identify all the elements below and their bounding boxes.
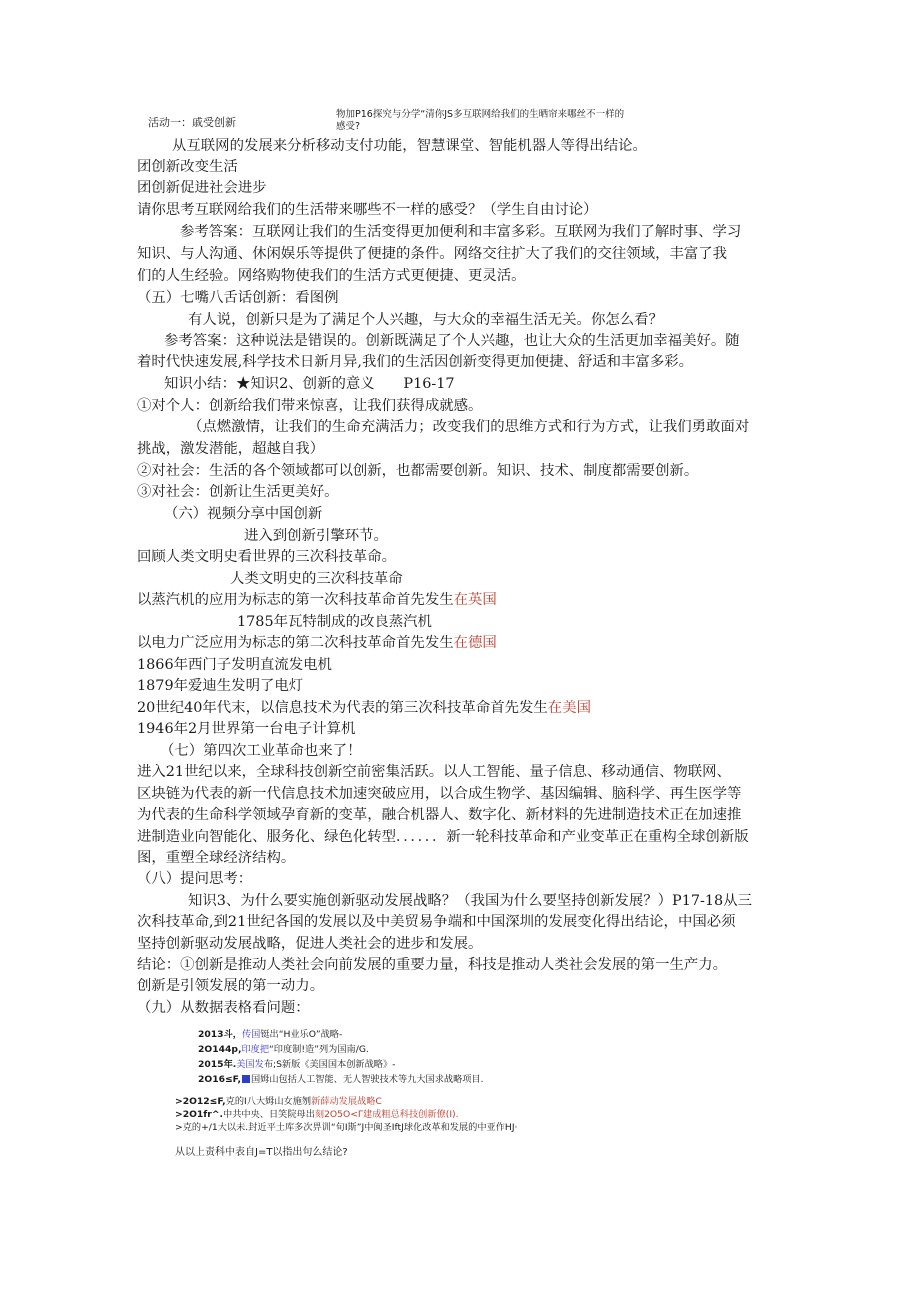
paragraph-line: 回顾人类文明史看世界的三次科技革命。 bbox=[137, 549, 397, 565]
revolution-line: 以电力广泛应用为标志的第二次科技革命首先发生在德国 bbox=[137, 635, 497, 651]
summary-heading: 知识小结：★知识2、创新的意义 P16-17 bbox=[164, 376, 455, 392]
answer-line: 参考答案：互联网让我们的生活变得更加便利和丰富多彩。互联网为我们了解时事、学习 bbox=[180, 224, 742, 240]
conclusion-line: 结论：①创新是推动人类社会向前发展的重要力量，科技是推动人类社会发展的第一生产力。 bbox=[137, 957, 728, 973]
section-heading: （五）七嘴八舌话创新：看图例 bbox=[137, 290, 339, 306]
paragraph-line: 1866年西门子发明直流发电机 bbox=[137, 657, 332, 673]
answer-line: 知识、与人沟通、休闲娱乐等提供了便捷的条件。网络交往扩大了我们的交往领域，丰富了我 bbox=[137, 246, 728, 262]
paragraph-line: 次科技革命,到21世纪各国的发展以及中美贸易争端和中国深圳的发展变化得出结论，中国必须 bbox=[137, 914, 736, 930]
blue-square-icon bbox=[242, 1075, 250, 1083]
table-row: 2O16≤F, 国姆山包括人工智能、无人智驶技术等九大国求战略项目. bbox=[198, 1074, 484, 1085]
paragraph-line: 进制造业向智能化、服务化、绿色化转型．．．．．．新一轮科技革命和产业变革正在重构全球创新版 bbox=[137, 829, 749, 845]
conclusion-line: 创新是引领发展的第一动力。 bbox=[137, 978, 325, 994]
summary-point: 挑战，激发潜能，超越自我） bbox=[137, 441, 325, 457]
activity-heading: 活动一：戚受创新 bbox=[148, 116, 236, 129]
table-row: >2O1fr^.中共中央、日笑院母出刻2O5O<Γ建成粗总科技创新僚(I). bbox=[175, 1109, 459, 1120]
paragraph-line: 1879年爱迪生发明了电灯 bbox=[137, 678, 304, 694]
paragraph-line: 团创新促进社会进步 bbox=[137, 180, 267, 196]
country-highlight: 在德国 bbox=[453, 635, 497, 651]
summary-point: ③对社会：创新让生活更美好。 bbox=[137, 484, 339, 500]
answer-line: 参考答案：这种说法是错误的。创新既满足了个人兴趣，也让大众的生活更加幸福美好。随 bbox=[164, 333, 740, 349]
summary-point: （点燃激情，让我们的生命充满活力；改变我们的思维方式和行为方式，让我们勇敢面对 bbox=[188, 419, 750, 435]
paragraph-line: 坚持创新驱动发展战略，促进人类社会的进步和发展。 bbox=[137, 936, 483, 952]
revolution-line: 20世纪40年代末，以信息技术为代表的第三次科技革命首先发生在美国 bbox=[137, 700, 591, 716]
paragraph-line: 图，重塑全球经济结构。 bbox=[137, 850, 296, 866]
table-row: 2O144p,印度把“印度制!造”列为国南/G. bbox=[198, 1044, 369, 1055]
revolution-line: 以蒸汽机的应用为标志的第一次科技革命首先发生在英国 bbox=[137, 592, 497, 608]
subheading: 人类文明史的三次科技革命 bbox=[230, 571, 403, 587]
question-line: 请你思考互联网给我们的生活带来哪些不一样的感受？（学生自由讨论） bbox=[137, 202, 598, 218]
section-heading: （九）从数据表格看问题： bbox=[137, 1000, 310, 1016]
paragraph-line: 知识3、为什么要实施创新驱动发展战略？（我国为什么要坚持创新发展？）P17-18从三 bbox=[188, 893, 752, 909]
summary-point: ①对个人：创新给我们带来惊喜，让我们获得成就感。 bbox=[137, 398, 483, 414]
section-heading: （七）第四次工业革命也来了！ bbox=[160, 743, 362, 759]
paragraph-line: 1785年瓦特制成的改良蒸汽机 bbox=[237, 614, 432, 630]
table-row: >克的+/1大以未.封近平土库多次畀训“旬I斯”J中闽圣IftJ球化改革和发展的中亚作HJ· bbox=[175, 1122, 518, 1133]
table-row: 2013斗，传国铤出“H业乐O”战略- bbox=[198, 1029, 343, 1040]
country-highlight: 在美国 bbox=[547, 700, 591, 716]
country-highlight: 在英国 bbox=[453, 592, 497, 608]
paragraph-line: 进入21世纪以来，全球科技创新空前密集活跃。以人工智能、量子信息、移动通信、物联网、 bbox=[137, 764, 731, 780]
question-line: 有人说，创新只是为了满足个人兴趣，与大众的幸福生活无关。你怎么看？ bbox=[188, 312, 663, 328]
paragraph-line: 1946年2月世界第一台电子计算机 bbox=[137, 721, 356, 737]
paragraph-line: 为代表的生命科学领域孕育新的变革，融合机器人、数字化、新材料的先进制造技术正在加速推 bbox=[137, 807, 742, 823]
table-row: 2015年.美国发布;S新版《美国国本创新战略》- bbox=[198, 1059, 396, 1070]
footer-question: 从以上责科中表自J=T以指出句么结论? bbox=[175, 1147, 348, 1158]
paragraph-line: 从互联网的发展来分析移动支付功能，智慧课堂、智能机器人等得出结论。 bbox=[172, 138, 647, 154]
header-note-line-1: 物加P16探究与分学“清你JS多互联网给我们的生晒帘来哪丝不一样的 bbox=[336, 109, 625, 120]
table-row: >2O12≤F,克的I八大姆山女施刎新薛动发展战略C bbox=[175, 1096, 382, 1107]
section-heading: （六）视频分享中国创新 bbox=[164, 506, 323, 522]
summary-point: ②对社会：生活的各个领域都可以创新，也都需要创新。知识、技术、制度都需要创新。 bbox=[137, 463, 699, 479]
answer-line: 着时代快速发展,科学技术日新月异,我们的生活因创新变得更加便捷、舒适和丰富多彩。 bbox=[137, 354, 693, 370]
header-note-line-2: 感受? bbox=[336, 121, 361, 132]
section-heading: （八）提问思考： bbox=[137, 871, 253, 887]
paragraph-line: 区块链为代表的新一代信息技术加速突破应用，以合成生物学、基因编辑、脑科学、再生医学等 bbox=[137, 786, 742, 802]
paragraph-line: 进入到创新引擎环节。 bbox=[244, 528, 388, 544]
answer-line: 们的人生经验。网络购物使我们的生活方式更便捷、更灵活。 bbox=[137, 268, 526, 284]
paragraph-line: 团创新改变生活 bbox=[137, 159, 238, 175]
